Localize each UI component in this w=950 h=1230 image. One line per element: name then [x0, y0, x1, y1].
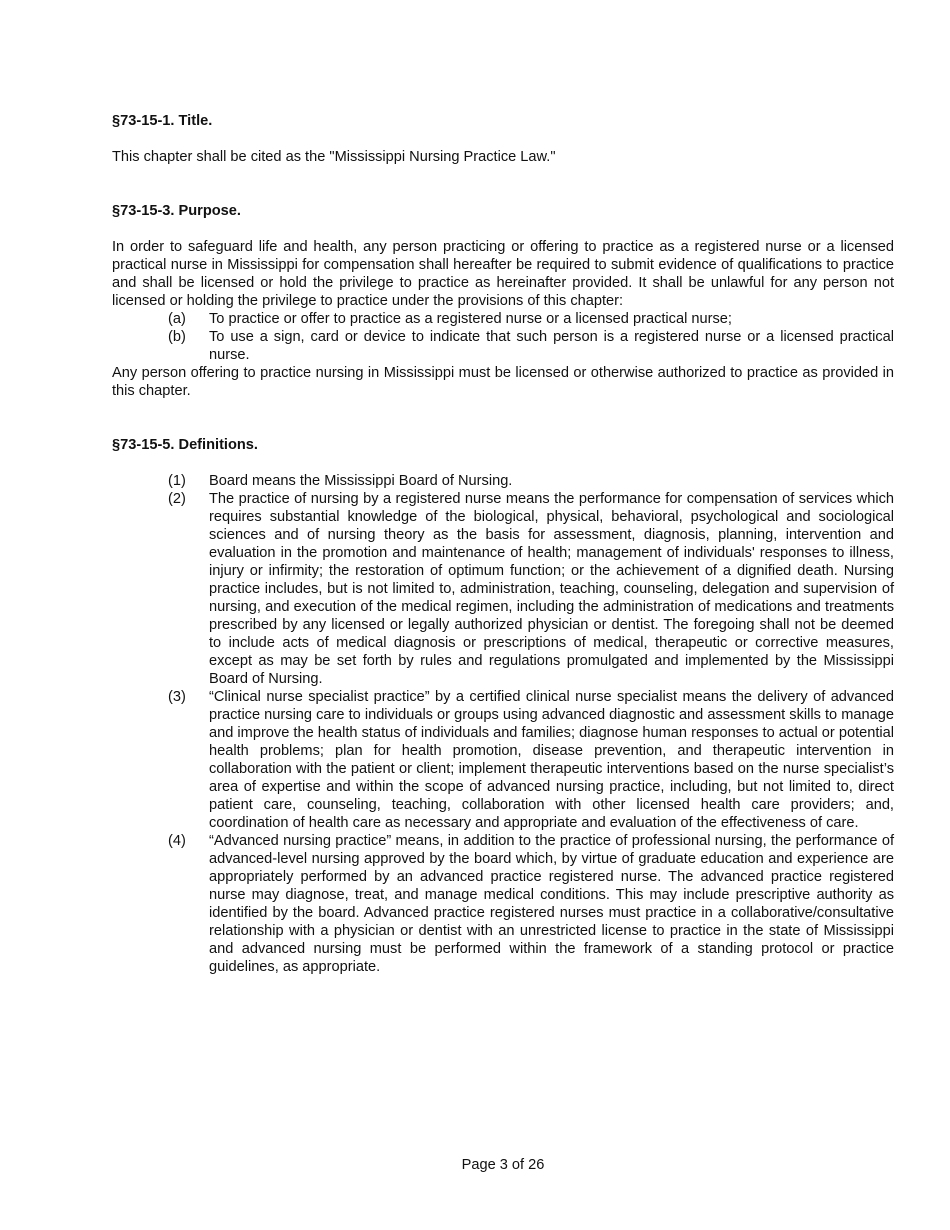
- list-item: [112, 328, 894, 364]
- document-page: [112, 112, 894, 976]
- list-item-text: Board means the Mississippi Board of Nursing.: [209, 473, 513, 489]
- list-item-text: The practice of nursing by a registered nurse means the performance for compensation of services which requires substantial knowledge of the biological, physical, behavioral, psychological and sociological sciences and of nursing theory as the basis for assessment, diagnosis, planning, intervention and evaluation in the promotion and maintenance of health; management of individuals' responses to illness, injury or infirmity; the restoration of optimum function; or the achievement of a dignified death. Nursing practice includes, but is not limited to, administration, teaching, counseling, delegation and supervision of nursing, and execution of the medical regimen, including the administration of medications and treatments prescribed by any licensed or legally authorized physician or dentist. The foregoing shall not be deemed to include acts of medical diagnosis or prescriptions of medical, therapeutic or corrective measures, except as may be set forth by rules and regulations promulgated and implemented by the Mississippi Board of Nursing.: [209, 491, 894, 687]
- purpose-closing-paragraph: Any person offering to practice nursing in Mississippi must be licensed or otherwise authorized to practice as provided in this chapter.: [112, 365, 894, 399]
- purpose-list: [112, 310, 894, 364]
- list-marker: (b): [168, 329, 186, 345]
- section-heading-purpose: §73-15-3. Purpose.: [112, 203, 241, 219]
- list-item: [112, 832, 894, 976]
- list-item: [112, 490, 894, 688]
- list-marker: (4): [168, 833, 186, 849]
- section-heading-title: §73-15-1. Title.: [112, 113, 213, 129]
- title-paragraph: This chapter shall be cited as the "Mississippi Nursing Practice Law.": [112, 149, 556, 165]
- list-item-text: “Advanced nursing practice” means, in addition to the practice of professional nursing, the performance of advanced-level nursing approved by the board which, by virtue of graduate education and experience are appropriately performed by an advanced practice registered nurse. The advanced practice registered nurse may diagnose, treat, and manage medical conditions. This may include prescriptive authority as identified by the board. Advanced practice registered nurses must practice in a collaborative/consultative relationship with a physician or dentist with an unrestricted license to practice in the state of Mississippi and advanced nursing must be performed within the framework of a standing protocol or practice guidelines, as appropriate.: [209, 833, 894, 975]
- list-item: [112, 688, 894, 832]
- definitions-list: [112, 472, 894, 976]
- list-marker: (2): [168, 491, 186, 507]
- list-item-text: To practice or offer to practice as a registered nurse or a licensed practical nurse;: [209, 311, 732, 327]
- section-heading-definitions: §73-15-5. Definitions.: [112, 437, 258, 453]
- purpose-intro-paragraph: In order to safeguard life and health, any person practicing or offering to practice as a registered nurse or a licensed practical nurse in Mississippi for compensation shall hereafter be required to submit evidence of qualifications to practice and shall be licensed or hold the privilege to practice as hereinafter provided. It shall be unlawful for any person not licensed or holding the privilege to practice under the provisions of this chapter:: [112, 239, 894, 309]
- page-number-footer: Page 3 of 26: [461, 1157, 545, 1173]
- list-item: [112, 472, 894, 490]
- list-marker: (a): [168, 311, 186, 327]
- list-item-text: To use a sign, card or device to indicate that such person is a registered nurse or a licensed practical nurse.: [209, 329, 894, 363]
- list-item-text: “Clinical nurse specialist practice” by a certified clinical nurse specialist means the delivery of advanced practice nursing care to individuals or groups using advanced diagnostic and assessment skills to manage and improve the health status of individuals and families; diagnose human responses to actual or potential health problems; plan for health promotion, disease prevention, and therapeutic intervention in collaboration with the patient or client; implement therapeutic interventions based on the nurse specialist’s area of expertise and within the scope of advanced nursing practice, including, but not limited to, direct patient care, counseling, teaching, collaboration with other licensed health care providers; and, coordination of health care as necessary and appropriate and evaluation of the effectiveness of care.: [209, 689, 894, 831]
- list-marker: (3): [168, 689, 186, 705]
- list-marker: (1): [168, 473, 186, 489]
- list-item: [112, 310, 894, 328]
